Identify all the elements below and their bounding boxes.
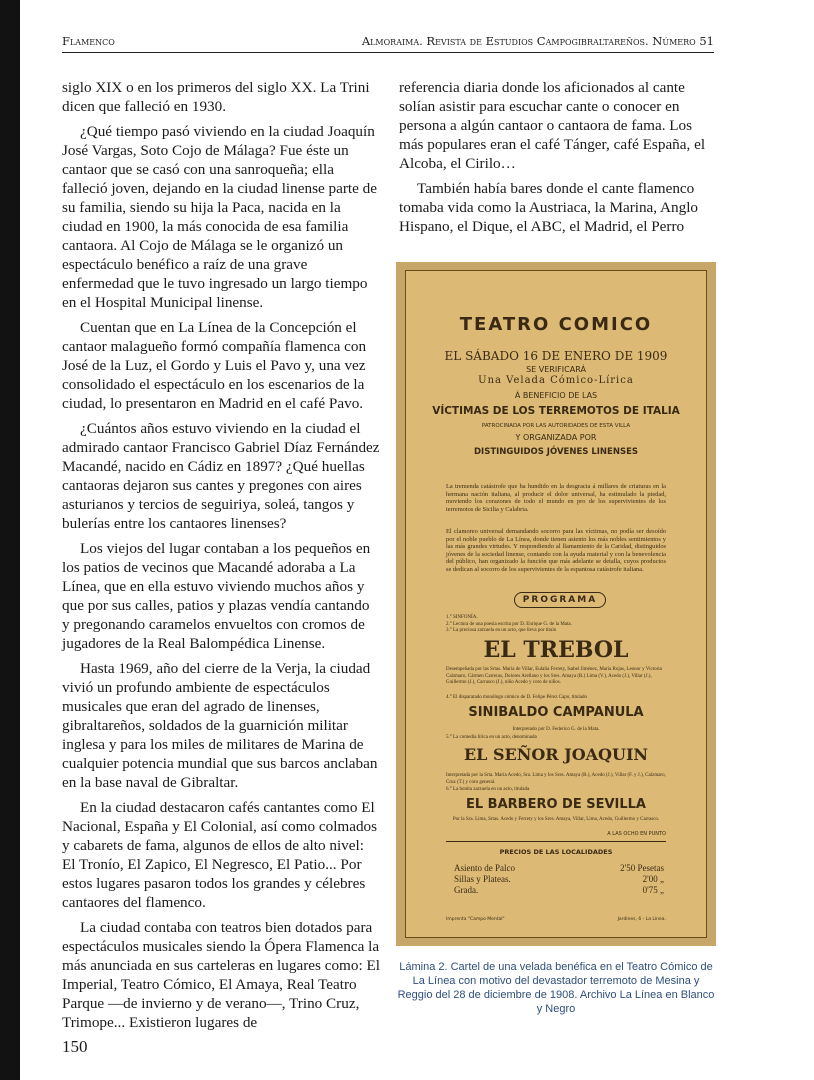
poster-play-joaquin: EL SEÑOR JOAQUIN [463, 745, 649, 764]
poster-precios [446, 841, 666, 856]
poster-cast-1: Desempeñada por las Srtas. María de Villar, Eulalia Ferrety, Isabel Jiménez, María Rojas, Leonor y Victoria Calzmaro, Cármen Carreras, Dolores Arellano y los Sres. Amaya (R.) Lima (V.), Acedo (J.), Villar (J.), Guillermo (J.), Carrasco (J.), niño Acedo y coro de niños. [446, 667, 662, 686]
poster-image [405, 270, 707, 938]
paragraph: Cuentan que en La Línea de la Concepción el cantaor malagueño formó compañía flamenca con José de la Luz, el Gordo y Luis el Pavo y, una vez consolidado el espectáculo en los escenarios de la ciudad, lo presentaron en Madrid en el café Pavo. [62, 319, 367, 412]
paragraph: ¿Qué tiempo pasó viviendo en la ciudad Joaquín José Vargas, Soto Cojo de Málaga? Fue éste un cantaor que se casó con una sanroqueña; ella falleció joven, dejando en la ciudad linense parte de su familia, siendo su hija la Paca, nacida en la ciudad en 1900, la más conocida de esa familia cantaora. Al Cojo de Málaga se le organizó un espectáculo benéfico a raíz de una grave enfermedad que le tuvo ingresado un largo tiempo en el Hospital Municipal linense. [62, 123, 378, 311]
poster-cast-2: Interpretado por D. Federico G. de la Mata. [512, 727, 600, 732]
poster-item: 1.° SINFONÍA. [446, 615, 478, 620]
page-spine-shadow [0, 0, 20, 1080]
poster-item-5: 5.° La comedia lírica en un acto, denominada [446, 735, 537, 740]
header-rule [62, 52, 714, 53]
poster-programa: PROGRAMA [514, 592, 606, 608]
poster-victimas: VÍCTIMAS DE LOS TERREMOTOS DE ITALIA [432, 405, 680, 417]
paragraph: Los viejos del lugar contaban a los pequeños en los patios de vecinos que Macandé adoraba a La Línea, que en ella estuvo viviendo muchos años y que por sus calles, patios y plazas vendía cantando y pregonando caramelos envueltos con cromos de jugadores de la Real Balompédica Linense. [62, 540, 371, 652]
price-row [454, 874, 664, 885]
poster-velada: Una Velada Cómico-Lírica [478, 375, 634, 386]
poster-body-1: La tremenda catástrofe que ha hundido en la desgracia á millares de criaturas en la hermana nación italiana, al producir el dolor universal, ha estimulado la piedad, moviendo los corazones de todo el mundo en pro de los supervivientes de los terremotos de Sicilia y Calabria. [446, 483, 666, 513]
poster-hora: A LAS OCHO EN PUNTO [607, 831, 666, 837]
poster-precios-title: PRECIOS DE LAS LOCALIDADES [499, 848, 613, 856]
price-value: 2'00 „ [642, 874, 664, 884]
price-value: 0'75 „ [642, 885, 664, 895]
running-header-journal: Almoraima. Revista de Estudios Campogibraltareños. Número 51 [361, 34, 714, 48]
price-label: Asiento de Palco [454, 863, 515, 873]
paragraph: siglo XIX o en los primeros del siglo XX. La Trini dicen que falleció en 1930. [62, 79, 370, 115]
poster-imprint [446, 917, 666, 922]
poster-organizada: Y ORGANIZADA POR [515, 433, 597, 442]
poster-item-6: 6.° La bonita zarzuela en un acto, titulada [446, 787, 530, 792]
poster-verificara: SE VERIFICARÁ [526, 365, 586, 374]
price-label: Grada. [454, 885, 479, 895]
price-row [454, 863, 664, 874]
price-value: 2'50 Pesetas [620, 863, 664, 873]
poster-date: EL SÁBADO 16 DE ENERO DE 1909 [444, 349, 668, 363]
poster-body-2: El clamoreo universal demandando socorro para las víctimas, no podía ser desoído por el noble pueblo de La Línea, donde tienen asiento los más nobles sentimientos y las más grandes virtudes. Y respondiendo al llamamiento de la Caridad, distinguidos jóvenes de la sociedad linense, contando con la ayuda material y con la benevolencia del público, han organizado la función que más adelante se detalla, cuyos productos se dedican al socorro de los supervivientes de la espantosa catástrofe italiana. [446, 528, 666, 573]
paragraph: referencia diaria donde los aficionados al cante solían asistir para escuchar cante o conocer en persona a algún cantaor o cantaora de fama. Los más populares eran el café Tánger, café España, el Alcoba, el Cirilo… [399, 79, 706, 172]
paragraph: La ciudad contaba con teatros bien dotados para espectáculos musicales siendo la Ópera Flamenca la más anunciada en sus carteleras en lugares como: El Imperial, Teatro Cómico, El Amaya, Real Teatro Parque —de invierno y de verano—, Trino Cruz, Trimope... Existieron lugares de [62, 919, 380, 1031]
poster-item-4: 4.° El disparatado monólogo cómico de D. Felipe Pérez Capo, titulado [446, 695, 587, 700]
poster-jovenes: DISTINGUIDOS JÓVENES LINENSES [473, 447, 639, 457]
poster-beneficio: Á BENEFICIO DE LAS [514, 391, 598, 400]
poster-patrocinada: PATROCINADA POR LAS AUTORIDADES DE ESTA VILLA [481, 423, 631, 429]
right-text-column [399, 78, 717, 242]
paragraph: En la ciudad destacaron cafés cantantes como El Nacional, España y El Colonial, así como colmados y cabarets de fama, algunos de ellos de alto nivel: El Tronío, El Zapico, El Negresco, El Patio... Por estos lugares pasaron todos los grandes y célebres cantaores del flamenco. [62, 799, 378, 911]
poster-items [446, 615, 666, 635]
poster-item: 2.° Lectura de una poesía escrita por D. Enrique G. de la Mata. [446, 621, 572, 627]
running-header-section: Flamenco [62, 34, 115, 48]
poster-play-trebol: EL TREBOL [483, 637, 629, 663]
paragraph: Hasta 1969, año del cierre de la Verja, la ciudad vivió un profundo ambiente de espectáculos musicales que eran del agrado de linenses, gibraltareños, soldados de la guarnición militar inglesa y para los miles de militares de Marina de cualquier potencia mundial que sus barcos anclaban en la base naval de Gibraltar. [62, 660, 378, 791]
price-row [454, 885, 664, 896]
poster-imprint-right: Jardines, 6 - La Línea. [617, 917, 666, 922]
price-label: Sillas y Plateas. [454, 874, 511, 884]
poster-figure [396, 262, 716, 946]
poster-item: 3.° La preciosa zarzuela en un acto, que lleva por título [446, 628, 557, 634]
left-text-column [62, 78, 380, 1038]
poster-cast-3: Interpretada por la Srta. María Acedo, Sra. Lima y los Sres. Amaya (R.), Acedo (J.), Villar (F. y J.), Calzmaro, Cruz (T.) y coro general. [446, 773, 666, 785]
poster-imprint-left: Imprenta "Campo Mental" [446, 917, 505, 922]
poster-play-barbero: EL BARBERO DE SEVILLA [465, 797, 646, 812]
figure-caption: Lámina 2. Cartel de una velada benéfica en el Teatro Cómico de La Línea con motivo del devastador terremoto de Mesina y Reggio del 28 de diciembre de 1908. Archivo La Línea en Blanco y Negro [397, 961, 715, 1015]
poster-title: TEATRO COMICO [459, 314, 653, 335]
poster-play-sinibaldo: SINIBALDO CAMPANULA [468, 705, 644, 720]
paragraph: ¿Cuántos años estuvo viviendo en la ciudad el admirado cantaor Francisco Gabriel Díaz Fernández Macandé, nacido en Cádiz en 1897? ¿Qué huellas cantaoras dejaron sus cantes y pregones con aires asturianos y tercios de seguiriya, soleá, tangos y bulerías entre los cantaores linenses? [62, 420, 380, 532]
paragraph: También había bares donde el cante flamenco tomaba vida como la Austriaca, la Marina, Anglo Hispano, el Dique, el ABC, el Madrid, el Perro [399, 180, 699, 235]
poster-price-list [454, 863, 664, 896]
poster-cast-4: Por la Sra. Lima, Srtas. Acedo y Ferrety y los Sres. Amaya, Villar, Lima, Acedo, Guillermo y Carrasco. [452, 817, 660, 822]
page-number: 150 [62, 1037, 88, 1056]
